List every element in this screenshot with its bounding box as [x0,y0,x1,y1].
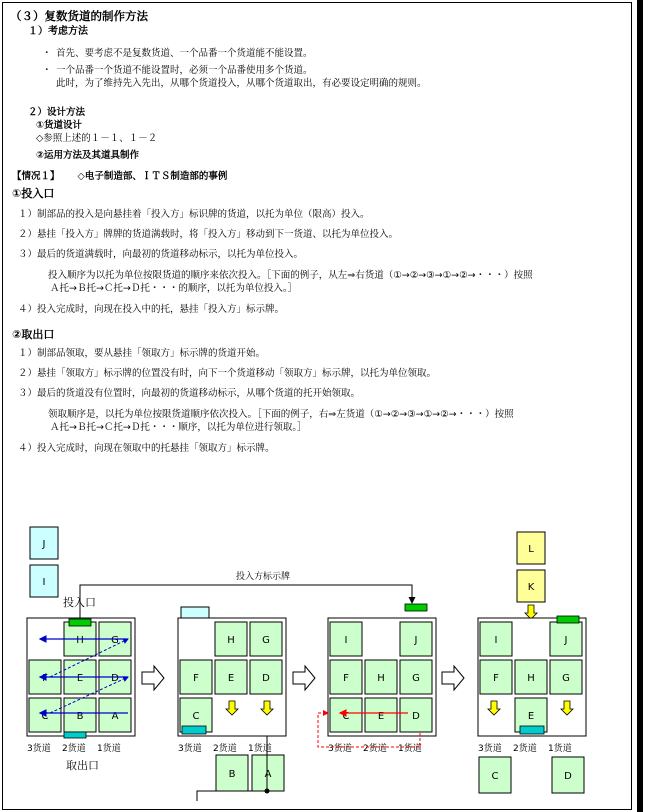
s1-pallet-label: G [111,635,119,646]
s1-outlet-mark [64,732,86,738]
input-heading: ①投入口 [12,187,55,200]
output-note-1: 领取顺序是，以托为单位按限货道顺序依次投入。［下面的例子，右⇒左货道（①→②→③→①→②→・・・）按照 [48,409,514,420]
output-note-2: Ａ托→Ｂ托→Ｃ托→Ｄ托・・・顺序，以托为单位进行领取。］ [50,422,307,433]
s2-pallet-label: E [227,673,235,684]
s1-lane-label: 2货道 [62,744,86,754]
input-item-2: ２）悬挂「投入方」牌牌的货道满载时，将「投入方」移动到下一货道、以托为单位投入。 [18,229,399,240]
output-item-2: ２）悬挂「领取方」标示牌的位置没有时，向下一个货道移动「领取方」标示牌，以托为单位领取。 [18,368,437,379]
s4-pallet-label: G [562,673,570,684]
s3-pallet-label: I [344,635,348,646]
s1-outlet-label: 取出口 [66,759,99,772]
s4-outlet-mark [520,726,544,734]
s4-sign [557,616,579,623]
stage-arrow-2 [293,666,315,690]
s3-pallet-label: D [412,711,420,722]
s3-lane-label: 2货道 [363,744,387,754]
document-body [6,10,628,455]
input-note-2: Ａ托→Ｂ托→Ｃ托→Ｄ托・・・的顺序，以托为单位投入。］ [50,283,298,294]
case-label: 【情况１】 [12,171,60,182]
s3-pallet-label: E [377,711,385,722]
section-title: （３）复数货道的制作方法 [10,9,148,23]
s4-lane-label: 3货道 [478,744,502,754]
bullet-dot: ・ [42,65,52,76]
stage-arrow-1 [142,666,164,690]
s4-waiting-label: K [527,582,535,593]
design-lane-ref: ◇参照上述的１－１、１－２ [36,133,158,144]
sign-label: 投入方标示牌 [236,572,291,582]
s1-pallet-label: A [111,711,119,722]
s2-lane-label: 1货道 [248,744,272,754]
s3-sign [405,604,427,611]
s4-pallet-label: I [494,635,498,646]
s2-taken-label: B [228,769,236,780]
bullet-continuation: 此时，为了维持先入先出，从哪个货道投入，从哪个货道取出，有必要设定明确的规则。 [56,78,427,89]
s1-pallet-label: B [76,711,84,722]
s4-taken-label: D [564,771,572,782]
s3-pallet-label: G [412,673,420,684]
s1-pallet-label: E [76,673,84,684]
s4-lane-label: 2货道 [513,744,537,754]
s2-pallet-label: F [193,673,199,684]
s3-lane-label: 3货道 [328,744,352,754]
input-item-4: ４）投入完成时，向现在投入中的托，悬挂「投入方」标示牌。 [18,304,285,315]
s2-lane-label: 2货道 [213,744,237,754]
input-item-1: １）制部品的投入是向悬挂着「投入方」标识牌的货道，以托为单位（限高）投入。 [18,209,370,220]
lane-diagram-svg [0,515,646,812]
s3-lane-label: 1货道 [398,744,422,754]
design-usage: ②运用方法及其道具制作 [36,150,140,161]
s4-taken-label: C [491,771,499,782]
s1-waiting-label: J [42,539,46,550]
s1-pallet-label: C [41,711,49,722]
s4-pallet-label: F [493,673,499,684]
bullet-item [42,64,628,77]
s2-taken-label: A [264,769,272,780]
s1-sign [69,619,91,626]
s1-lane-label: 1货道 [97,744,121,754]
lane-diagram [0,515,646,812]
input-note-1: 投入顺序为以托为单位按限货道的顺序来依次投入。［下面的例子，从左⇒右货道（①→②→③→①→②→・・・）按照 [48,270,533,281]
s3-pallet-label: J [414,635,418,646]
s1-lane-label: 3货道 [27,744,51,754]
s2-pallet-label: G [262,635,270,646]
s1-waiting-label: I [42,577,46,588]
s1-pallet-label: H [76,635,84,646]
s4-pallet-label: J [564,635,568,646]
s3-pallet-label: F [343,673,349,684]
s4-pallet-label: H [527,673,535,684]
s2-sign-dot [265,789,270,794]
s2-lane-label: 3货道 [178,744,202,754]
output-item-1: １）制部品领取，要从悬挂「领取方」标示牌的货道开始。 [18,348,266,359]
output-heading: ②取出口 [12,328,55,341]
s1-pallet-label: D [111,673,119,684]
design-lane: ①货道设计 [36,120,83,131]
subsection-consider: １）考虑方法 [28,26,88,37]
subsection-design: ２）设计方法 [28,107,86,118]
case-text: ◇电子制造部、ＩＴＳ制造部的事例 [77,171,228,182]
s2-outlet-mark [182,726,206,734]
s2-pallet-label: D [262,673,270,684]
bullet-text: 一个品番一个货道不能设置时，必须一个品番使用多个货道。 [56,65,313,76]
stage-arrow-3 [442,666,464,690]
output-item-4: ４）投入完成时，向现在领取中的托悬挂「领取方」标示牌。 [18,443,275,454]
sign-move-line [80,585,412,618]
bullet-text: 首先、要考虑不是复数货道、一个品番一个货道能不能设置。 [56,48,313,59]
s2-pallet-label: C [192,711,200,722]
s4-waiting-label: L [528,544,534,555]
s4-down-arrow [525,605,537,619]
s2-pallet-label: H [227,635,235,646]
bullet-dot: ・ [42,48,52,59]
output-item-3: ３）最后的货道没有位置时，向最初的货道移动标示，从哪个货道的托开始领取。 [18,388,361,399]
input-item-3: ３）最后的货道满载时，向最初的货道移动标示，以托为单位投入。 [18,249,304,260]
s4-pallet-label: E [527,711,535,722]
s3-pallet-label: H [377,673,385,684]
case-heading [12,170,628,183]
s4-lane-label: 1货道 [548,744,572,754]
s1-inlet-label: 投入口 [63,596,96,609]
s1-pallet-label: F [42,673,48,684]
bullet-item [42,47,628,60]
s3-pallet-label: C [342,711,350,722]
